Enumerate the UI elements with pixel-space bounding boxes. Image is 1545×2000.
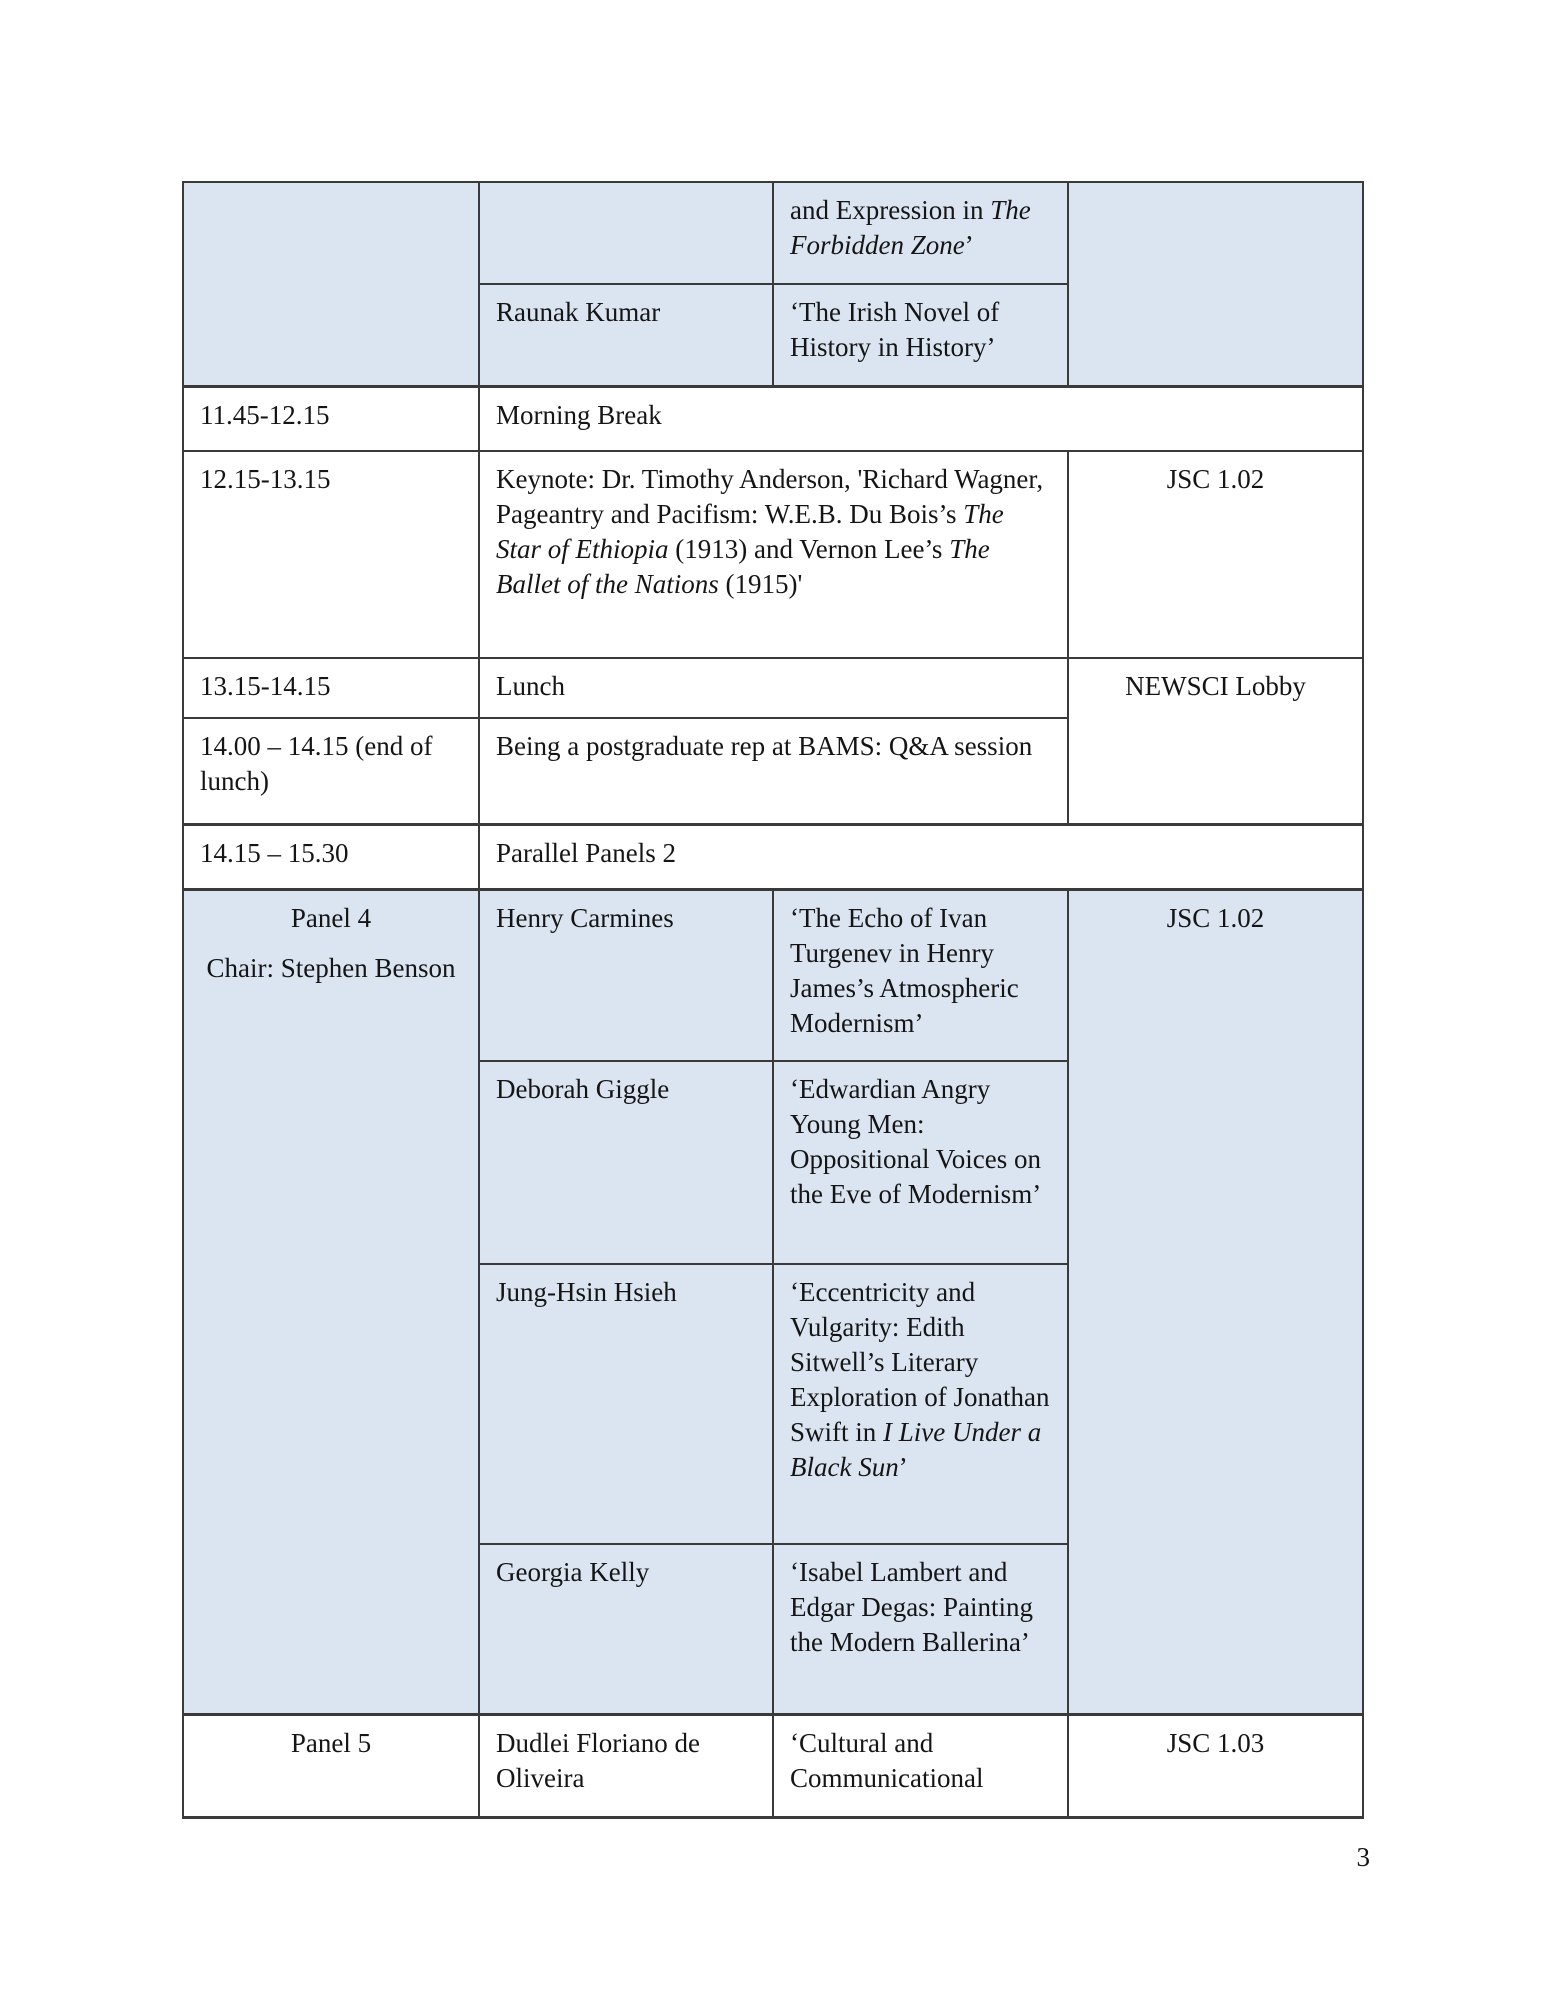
table-row [183, 824, 1363, 889]
title-cell [773, 1714, 1068, 1817]
panel-name: Panel 5 [290, 1727, 372, 1758]
speaker-name: Raunak Kumar [496, 297, 661, 327]
event-cell [479, 451, 1068, 658]
event-cell [479, 824, 1363, 889]
room-label: JSC 1.02 [1166, 464, 1265, 494]
title-cell [773, 889, 1068, 1061]
speaker-cell [479, 1544, 773, 1714]
room-cell [1068, 451, 1363, 658]
time-label: 14.00 – 14.15 (end of lunch) [200, 731, 433, 796]
table-row [183, 182, 1363, 284]
speaker-name: Jung-Hsin Hsieh [496, 1277, 677, 1307]
room-cell [1068, 658, 1363, 824]
time-cell [183, 718, 479, 824]
speaker-name: Georgia Kelly [496, 1557, 650, 1587]
speaker-cell [479, 284, 773, 386]
talk-title: ‘The Irish Novel of History in History’ [790, 297, 1000, 362]
keynote-description: Keynote: Dr. Timothy Anderson, 'Richard Wagner, Pageantry and Pacifism: W.E.B. Du Bois’s The Star of Ethiopia (1913) and Vernon Lee’s The Ballet of the Nations (1915)' [496, 464, 1044, 599]
panel-label-cell [183, 1714, 479, 1817]
room-cell [1068, 1714, 1363, 1817]
time-cell [183, 451, 479, 658]
talk-title: ‘Eccentricity and Vulgarity: Edith Sitwell’s Literary Exploration of Jonathan Swift in I Live Under a Black Sun’ [790, 1277, 1050, 1482]
event-label: Being a postgraduate rep at BAMS: Q&A session [496, 731, 1033, 761]
talk-title: ‘Isabel Lambert and Edgar Degas: Painting the Modern Ballerina’ [790, 1557, 1033, 1657]
time-label: 13.15-14.15 [200, 671, 331, 701]
table-row [183, 386, 1363, 451]
title-cell [773, 1264, 1068, 1544]
speaker-cell [479, 1714, 773, 1817]
title-cell [773, 182, 1068, 284]
table-row [183, 658, 1363, 718]
event-cell [479, 386, 1363, 451]
event-cell [479, 658, 1068, 718]
room-cell [1068, 889, 1363, 1714]
speaker-cell [479, 1264, 773, 1544]
talk-title: ‘Cultural and Communicational [790, 1727, 984, 1793]
table-row [183, 1714, 1363, 1817]
page-number: 3 [1356, 1842, 1370, 1872]
speaker-cell [479, 1061, 773, 1264]
title-cell [773, 1061, 1068, 1264]
speaker-name: Deborah Giggle [496, 1074, 670, 1104]
time-cell [183, 658, 479, 718]
event-label: Parallel Panels 2 [496, 837, 676, 868]
time-label: 14.15 – 15.30 [200, 837, 349, 868]
room-label: NEWSCI Lobby [1125, 671, 1306, 701]
time-label: 11.45-12.15 [200, 399, 330, 430]
speaker-cell [479, 889, 773, 1061]
room-label: JSC 1.03 [1166, 1727, 1265, 1758]
table-row [183, 451, 1363, 658]
time-label: 12.15-13.15 [200, 464, 331, 494]
event-label: Morning Break [496, 399, 662, 430]
event-label: Lunch [496, 671, 565, 701]
schedule-table [182, 181, 1364, 1819]
empty-cell [1068, 182, 1363, 386]
speaker-name: Henry Carmines [496, 902, 674, 933]
panel-chair: Chair: Stephen Benson [206, 952, 456, 983]
empty-cell [183, 182, 479, 386]
room-label: JSC 1.02 [1166, 902, 1265, 933]
talk-title: ‘The Echo of Ivan Turgenev in Henry James’s Atmospheric Modernism’ [790, 902, 1019, 1038]
empty-cell [479, 182, 773, 284]
speaker-name: Dudlei Floriano de Oliveira [496, 1727, 700, 1793]
title-cell [773, 284, 1068, 386]
talk-title: and Expression in The Forbidden Zone’ [790, 195, 1031, 260]
time-cell [183, 386, 479, 451]
title-cell [773, 1544, 1068, 1714]
talk-title: ‘Edwardian Angry Young Men: Oppositional Voices on the Eve of Modernism’ [790, 1074, 1042, 1209]
time-cell [183, 824, 479, 889]
table-row [183, 889, 1363, 1061]
panel-name: Panel 4 [290, 902, 372, 933]
panel-label-cell [183, 889, 479, 1714]
event-cell [479, 718, 1068, 824]
